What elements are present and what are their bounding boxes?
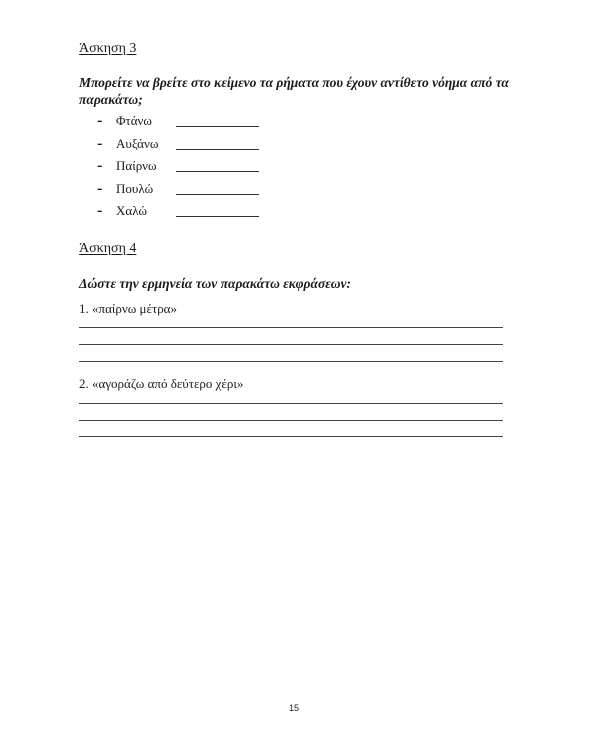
exercise-3-title: Άσκηση 3 — [79, 41, 137, 56]
verb-word: Φτάνω — [116, 113, 152, 128]
verb-word: Αυξάνω — [116, 136, 159, 151]
answer-blank[interactable] — [176, 171, 259, 172]
question-2: 2. «αγοράζω από δεύτερο χέρι» — [79, 376, 244, 391]
answer-line[interactable] — [79, 436, 503, 437]
verb-item — [97, 158, 297, 176]
verb-item — [97, 181, 297, 199]
dash-bullet: - — [97, 202, 103, 219]
verb-item — [97, 113, 297, 131]
dash-bullet: - — [97, 135, 103, 152]
question-1: 1. «παίρνω μέτρα» — [79, 301, 177, 316]
page-number: 15 — [288, 703, 299, 713]
exercise-4-instruction: Δώστε την ερμηνεία των παρακάτω εκφράσεων: — [79, 276, 352, 291]
dash-bullet: - — [97, 157, 103, 174]
verb-item — [97, 203, 297, 221]
dash-bullet: - — [97, 180, 103, 197]
answer-blank[interactable] — [176, 216, 259, 217]
answer-line[interactable] — [79, 403, 503, 404]
exercise-4-title: Άσκηση 4 — [79, 241, 137, 256]
verb-item — [97, 136, 297, 154]
answer-line[interactable] — [79, 420, 503, 421]
verb-word: Παίρνω — [116, 158, 157, 173]
answer-line[interactable] — [79, 327, 503, 328]
exercise-3-instruction: Μπορείτε να βρείτε στο κείμενο τα ρήματα που έχουν αντίθετο νόημα από τα παρακάτω; — [79, 75, 509, 107]
answer-line[interactable] — [79, 361, 503, 362]
answer-blank[interactable] — [176, 126, 259, 127]
answer-blank[interactable] — [176, 149, 259, 150]
dash-bullet: - — [97, 112, 103, 129]
answer-line[interactable] — [79, 344, 503, 345]
verb-word: Πουλώ — [116, 181, 154, 196]
answer-blank[interactable] — [176, 194, 259, 195]
verb-word: Χαλώ — [116, 203, 148, 218]
